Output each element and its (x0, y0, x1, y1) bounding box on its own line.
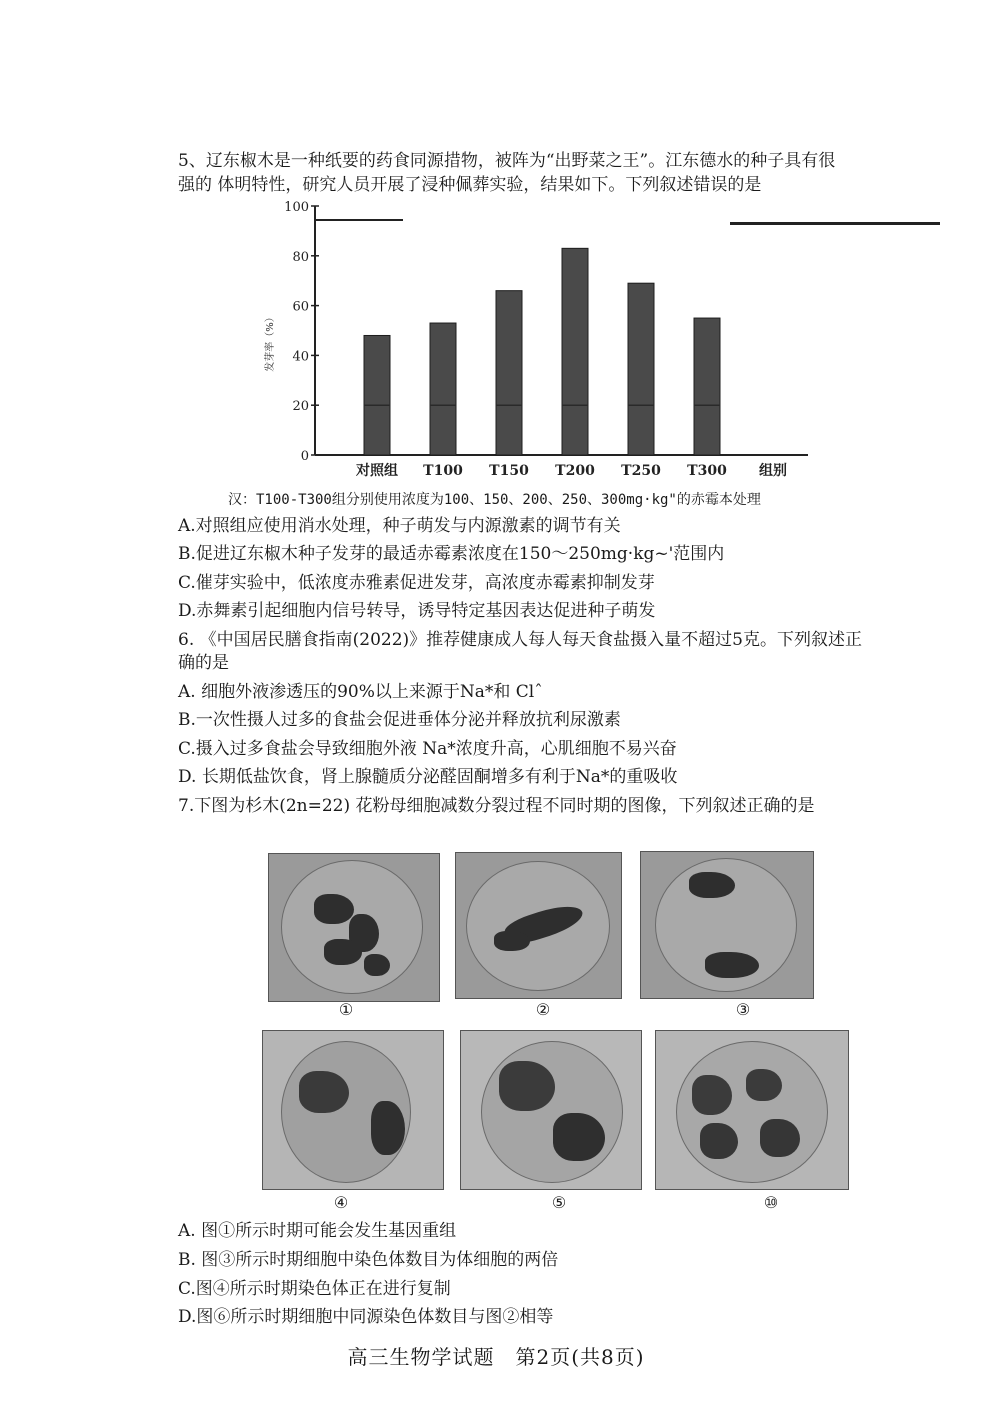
q6-option-b: B.一次性摄人过多的食盐会促进垂体分泌并释放抗利尿激素 (178, 710, 621, 730)
bar-T150 (496, 291, 522, 455)
y-tick-label: 100 (284, 200, 309, 215)
q7-option-c: C.图④所示时期染色体正在进行复制 (178, 1279, 451, 1299)
q7-option-b: B. 图③所示时期细胞中染色体数目为体细胞的两倍 (178, 1250, 559, 1270)
y-tick-label: 40 (292, 349, 309, 365)
micrograph-label-6: ⑩ (763, 1193, 779, 1212)
q5-stem-line1: 5、辽东椒木是一种纸要的药食同源措物，被阵为“出野菜之王”。江东德水的种子具有很 (178, 151, 836, 171)
micrograph-label-4: ④ (333, 1193, 349, 1212)
bar-T200 (562, 248, 588, 455)
q5-option-d: D.赤舞素引起细胞内信号转导，诱导特定基因表达促进种子萌发 (178, 601, 656, 621)
q5-chart-note: 汉：T100-T300组分别使用浓度为100、150、200、250、300mg·kg"的赤霉本处理 (228, 492, 761, 508)
y-tick-label: 80 (292, 249, 309, 265)
q6-option-c: C.摄入过多食盐会导致细胞外液 Na*浓度升高，心肌细胞不易兴奋 (178, 739, 677, 759)
bar-T300 (694, 318, 720, 455)
micrograph-5 (460, 1030, 642, 1190)
q6-option-a: A. 细胞外液渗透压的90%以上来源于Na*和 Clˆ (178, 682, 543, 702)
micrograph-label-2: ② (535, 1000, 551, 1019)
q6-stem-line1: 6. 《中国居民膳食指南(2022)》推荐健康成人每人每天食盐摄入量不超过5克。下列叙述正 (178, 630, 862, 650)
y-tick-label: 0 (300, 449, 309, 464)
micrograph-6 (655, 1030, 849, 1190)
y-tick-label: 60 (292, 299, 309, 315)
x-axis-label: 组别 (759, 463, 787, 479)
micrograph-3 (640, 851, 814, 999)
q5-option-b: B.促进辽东椒木种子发芽的最适赤霉素浓度在150～250mg·kg~'范围内 (178, 544, 725, 564)
category-label: T250 (621, 463, 661, 479)
q5-stem-line2: 强的 体明特性，研究人员开展了浸种佩葬实验，结果如下。下列叙述错误的是 (178, 175, 762, 195)
category-label: T100 (423, 463, 463, 479)
bar-对照组 (364, 335, 390, 455)
y-tick-label: 20 (292, 399, 309, 415)
micrograph-label-3: ③ (735, 1000, 751, 1019)
q7-stem: 7.下图为杉木(2n=22) 花粉母细胞减数分裂过程不同时期的图像，下列叙述正确的是 (178, 796, 815, 816)
bar-T100 (430, 323, 456, 455)
q7-option-d: D.图⑥所示时期细胞中同源染色体数目与图②相等 (178, 1307, 554, 1327)
q6-option-d: D. 长期低盐饮食，肾上腺髓质分泌醛固酮增多有利于Na*的重吸收 (178, 767, 678, 787)
q5-option-a: A.对照组应使用消水处理，种子萌发与内源激素的调节有关 (178, 516, 621, 536)
q5-option-c: C.催芽实验中，低浓度赤雅素促进发芽，高浓度赤霉素抑制发芽 (178, 573, 655, 593)
redaction-line (730, 222, 940, 225)
page-footer: 高三生物学试题 第2页(共8页) (347, 1345, 645, 1369)
micrograph-label-5: ⑤ (551, 1193, 567, 1212)
category-label: T300 (687, 463, 727, 479)
micrograph-1 (268, 853, 440, 1002)
category-label: T200 (555, 463, 595, 479)
micrograph-label-1: ① (338, 1000, 354, 1019)
micrograph-4 (262, 1030, 444, 1190)
y-axis-label: 发芽率（%） (265, 312, 276, 372)
micrograph-2 (455, 852, 622, 999)
germination-bar-chart (258, 192, 958, 492)
q6-stem-line2: 确的是 (178, 653, 229, 673)
bar-T250 (628, 283, 654, 455)
category-label: 对照组 (356, 463, 398, 479)
q7-option-a: A. 图①所示时期可能会发生基因重组 (178, 1221, 457, 1241)
category-label: T150 (489, 463, 529, 479)
